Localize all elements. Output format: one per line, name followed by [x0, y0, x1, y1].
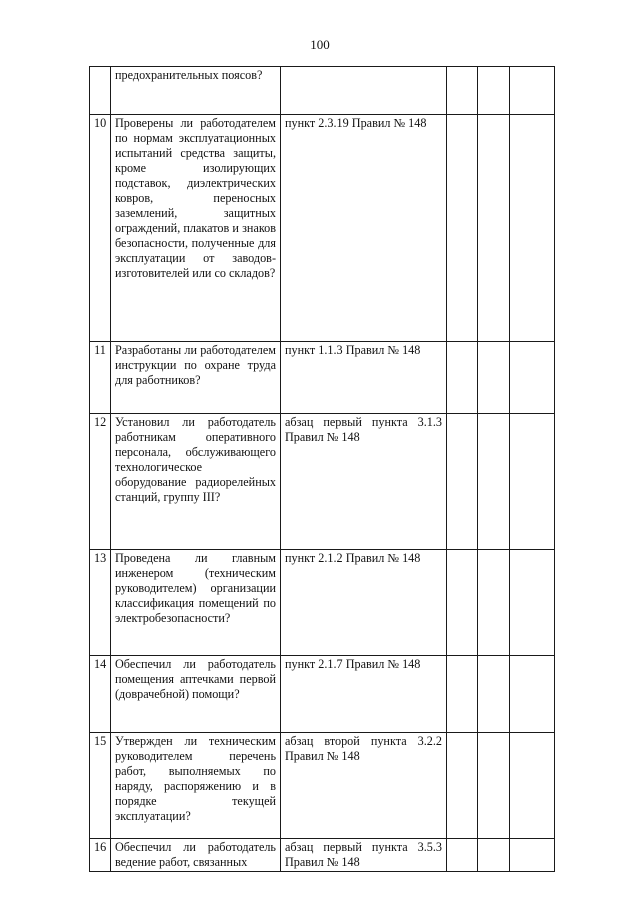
- legal-reference: абзац второй пункта 3.2.2 Правил № 148: [281, 733, 447, 839]
- notes-cell: [510, 839, 555, 872]
- answer-cell-no: [478, 342, 510, 414]
- row-number: 15: [90, 733, 111, 839]
- table-row: [90, 414, 555, 550]
- question-text: предохранительных поясов?: [111, 67, 281, 115]
- question-text: Проведена ли главным инженером (техническим руководителем) организации классификация помещений по электробезопасности?: [111, 550, 281, 656]
- notes-cell: [510, 342, 555, 414]
- answer-cell-yes: [447, 733, 478, 839]
- row-number: [90, 67, 111, 115]
- legal-reference: [281, 67, 447, 115]
- row-number: 12: [90, 414, 111, 550]
- question-text: Обеспечил ли работодатель ведение работ, связанных: [111, 839, 281, 872]
- table-row: [90, 733, 555, 839]
- question-text: Установил ли работодатель работникам оперативного персонала, обслуживающего технологическое оборудование радиорелейных станций, группу III?: [111, 414, 281, 550]
- table-row: [90, 67, 555, 115]
- checklist-table: [89, 66, 555, 872]
- legal-reference: пункт 1.1.3 Правил № 148: [281, 342, 447, 414]
- answer-cell-yes: [447, 342, 478, 414]
- answer-cell-yes: [447, 656, 478, 733]
- table-row: [90, 115, 555, 342]
- answer-cell-no: [478, 550, 510, 656]
- table-row: [90, 342, 555, 414]
- row-number: 16: [90, 839, 111, 872]
- table-row: [90, 839, 555, 872]
- question-text: Обеспечил ли работодатель помещения аптечками первой (доврачебной) помощи?: [111, 656, 281, 733]
- question-text: Утвержден ли техническим руководителем перечень работ, выполняемых по наряду, распоряжению и в порядке текущей эксплуатации?: [111, 733, 281, 839]
- answer-cell-no: [478, 839, 510, 872]
- notes-cell: [510, 115, 555, 342]
- row-number: 14: [90, 656, 111, 733]
- table-row: [90, 550, 555, 656]
- answer-cell-yes: [447, 550, 478, 656]
- answer-cell-yes: [447, 67, 478, 115]
- answer-cell-yes: [447, 115, 478, 342]
- question-text: Разработаны ли работодателем инструкции по охране труда для работников?: [111, 342, 281, 414]
- answer-cell-no: [478, 733, 510, 839]
- question-text: Проверены ли работодателем по нормам эксплуатационных испытаний средства защиты, кроме изолирующих подставок, диэлектрических ковров, переносных заземлений, защитных ограждений, плакатов и знаков безопасности, полученные для эксплуатации от заводов-изготовителей или со складов?: [111, 115, 281, 342]
- notes-cell: [510, 67, 555, 115]
- legal-reference: абзац первый пункта 3.5.3 Правил № 148: [281, 839, 447, 872]
- row-number: 11: [90, 342, 111, 414]
- answer-cell-no: [478, 414, 510, 550]
- notes-cell: [510, 550, 555, 656]
- table-row: [90, 656, 555, 733]
- answer-cell-yes: [447, 839, 478, 872]
- row-number: 13: [90, 550, 111, 656]
- legal-reference: пункт 2.1.7 Правил № 148: [281, 656, 447, 733]
- row-number: 10: [90, 115, 111, 342]
- notes-cell: [510, 733, 555, 839]
- answer-cell-yes: [447, 414, 478, 550]
- notes-cell: [510, 656, 555, 733]
- page-number: 100: [310, 37, 330, 52]
- legal-reference: пункт 2.1.2 Правил № 148: [281, 550, 447, 656]
- legal-reference: абзац первый пункта 3.1.3 Правил № 148: [281, 414, 447, 550]
- notes-cell: [510, 414, 555, 550]
- answer-cell-no: [478, 115, 510, 342]
- answer-cell-no: [478, 656, 510, 733]
- answer-cell-no: [478, 67, 510, 115]
- legal-reference: пункт 2.3.19 Правил № 148: [281, 115, 447, 342]
